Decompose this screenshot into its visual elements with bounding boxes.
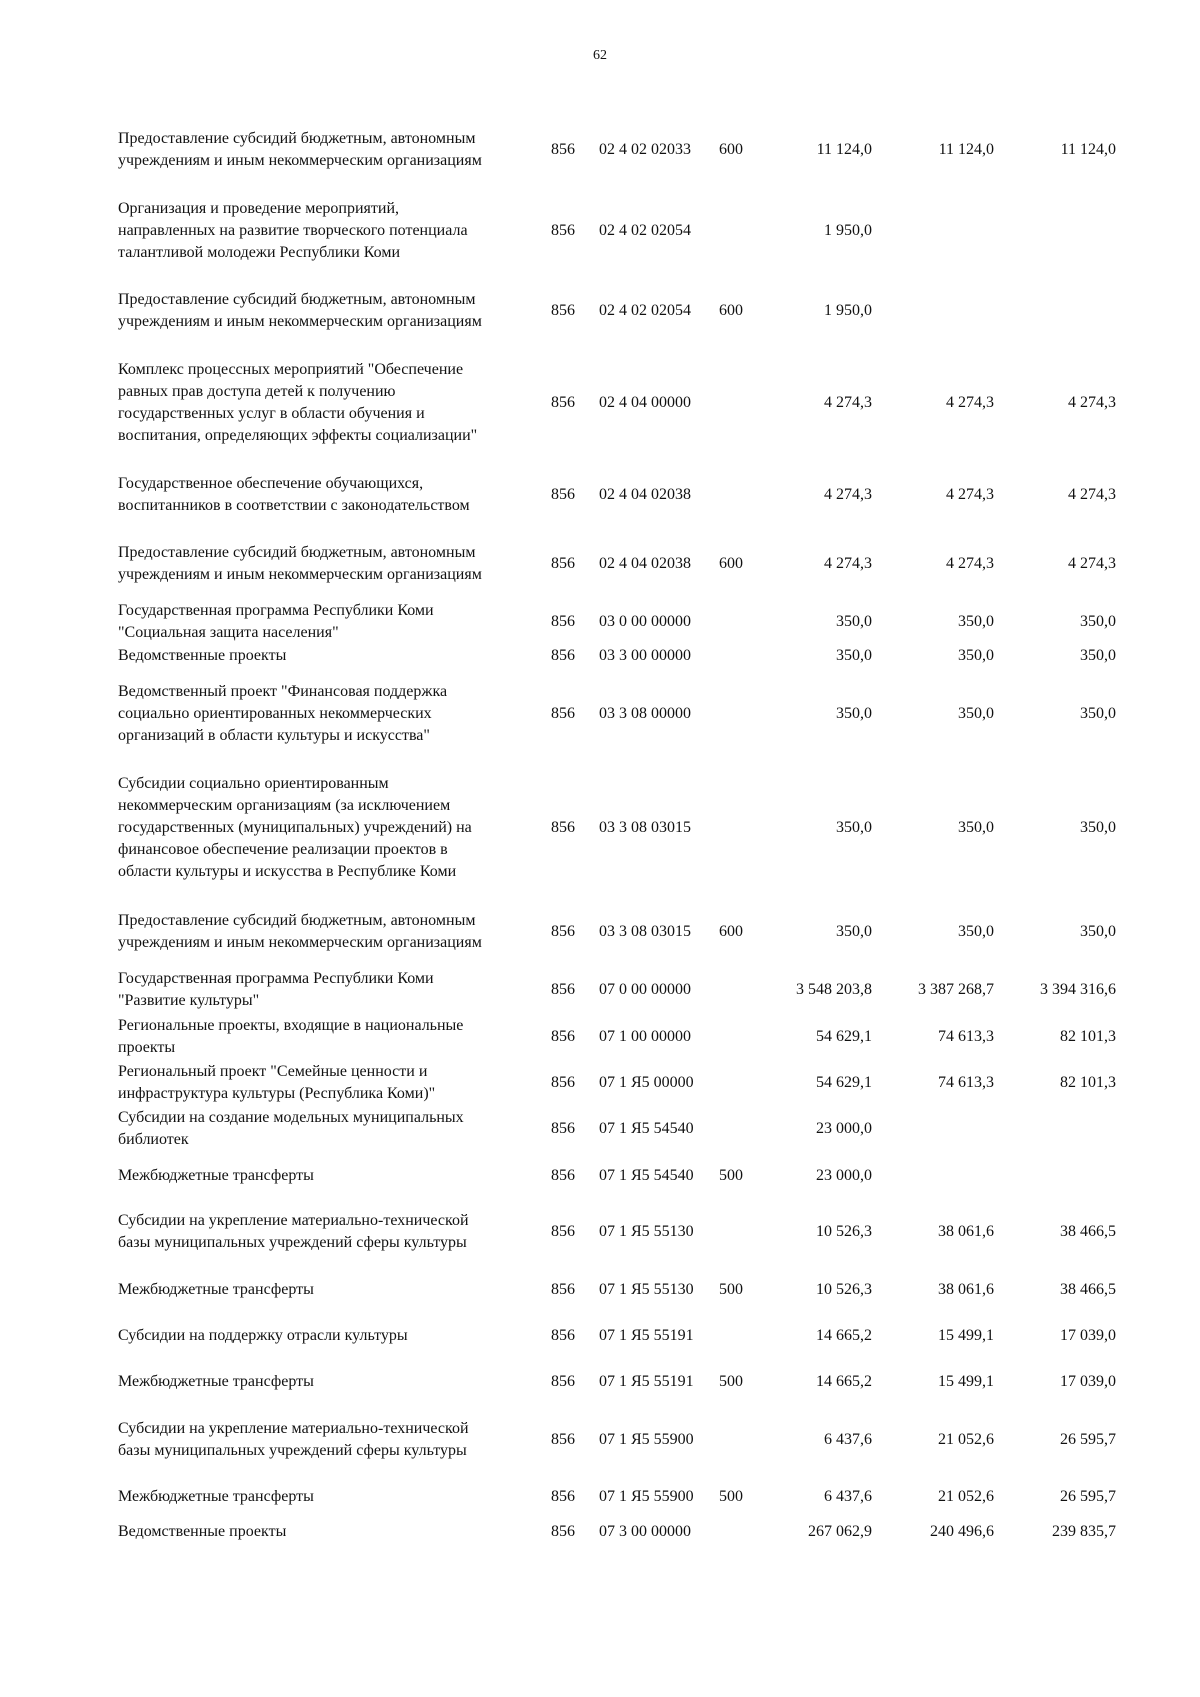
- amount-year-1: 350,0: [836, 613, 872, 630]
- amount-year-1: 54 629,1: [816, 1074, 872, 1091]
- expense-type-code: 600: [719, 141, 743, 158]
- description-line: учреждениям и иным некоммерческим организациям: [118, 313, 482, 330]
- description-line: учреждениям и иным некоммерческим организациям: [118, 566, 482, 583]
- row-description: [118, 1061, 533, 1105]
- target-article-code: 02 4 04 02038: [599, 555, 691, 572]
- table-row: [0, 773, 1200, 883]
- amount-year-2: 15 499,1: [938, 1327, 994, 1344]
- row-description: [118, 600, 533, 644]
- target-article-code: 02 4 04 02038: [599, 486, 691, 503]
- expense-type-code: 600: [719, 302, 743, 319]
- amount-year-3: 38 466,5: [1060, 1223, 1116, 1240]
- description-line: "Развитие культуры": [118, 992, 260, 1009]
- department-code: 856: [551, 1281, 575, 1298]
- description-line: учреждениям и иным некоммерческим организациям: [118, 934, 482, 951]
- description-line: Субсидии на укрепление материально-технической: [118, 1212, 469, 1229]
- amount-year-3: 4 274,3: [1068, 394, 1116, 411]
- target-article-code: 03 3 08 03015: [599, 819, 691, 836]
- description-line: Государственная программа Республики Коми: [118, 970, 434, 987]
- amount-year-2: 15 499,1: [938, 1373, 994, 1390]
- row-description: [118, 1418, 533, 1462]
- expense-type-code: 500: [719, 1373, 743, 1390]
- amount-year-1: 14 665,2: [816, 1373, 872, 1390]
- row-description: [118, 1107, 533, 1151]
- table-row: [0, 1279, 1200, 1301]
- amount-year-3: 17 039,0: [1060, 1327, 1116, 1344]
- description-line: базы муниципальных учреждений сферы культуры: [118, 1442, 467, 1459]
- table-row: [0, 1418, 1200, 1462]
- department-code: 856: [551, 1327, 575, 1344]
- description-line: финансовое обеспечение реализации проектов в: [118, 841, 448, 858]
- description-line: Предоставление субсидий бюджетным, автономным: [118, 544, 476, 561]
- description-line: проекты: [118, 1039, 176, 1056]
- amount-year-3: 11 124,0: [1060, 141, 1116, 158]
- amount-year-1: 350,0: [836, 819, 872, 836]
- row-description: [118, 473, 533, 517]
- amount-year-1: 3 548 203,8: [796, 981, 872, 998]
- table-row: [0, 1486, 1200, 1508]
- description-line: библиотек: [118, 1131, 189, 1148]
- target-article-code: 07 1 00 00000: [599, 1028, 691, 1045]
- amount-year-2: 4 274,3: [946, 394, 994, 411]
- department-code: 856: [551, 222, 575, 239]
- target-article-code: 07 1 Я5 54540: [599, 1167, 694, 1184]
- description-line: Предоставление субсидий бюджетным, автономным: [118, 291, 476, 308]
- target-article-code: 07 1 Я5 55130: [599, 1281, 694, 1298]
- table-row: [0, 1061, 1200, 1105]
- amount-year-1: 4 274,3: [824, 555, 872, 572]
- amount-year-1: 350,0: [836, 705, 872, 722]
- row-description: [118, 1486, 533, 1508]
- department-code: 856: [551, 981, 575, 998]
- target-article-code: 02 4 02 02054: [599, 222, 691, 239]
- target-article-code: 07 1 Я5 54540: [599, 1120, 694, 1137]
- description-line: некоммерческим организациям (за исключением: [118, 797, 451, 814]
- row-description: [118, 198, 533, 264]
- amount-year-1: 23 000,0: [816, 1167, 872, 1184]
- department-code: 856: [551, 1028, 575, 1045]
- target-article-code: 07 0 00 00000: [599, 981, 691, 998]
- table-row: [0, 968, 1200, 1012]
- description-line: Региональные проекты, входящие в национальные: [118, 1017, 464, 1034]
- amount-year-1: 11 124,0: [816, 141, 872, 158]
- amount-year-3: 350,0: [1080, 705, 1116, 722]
- description-line: базы муниципальных учреждений сферы культуры: [118, 1234, 467, 1251]
- amount-year-2: 350,0: [958, 613, 994, 630]
- table-row: [0, 359, 1200, 447]
- table-row: [0, 681, 1200, 747]
- description-line: Государственное обеспечение обучающихся,: [118, 475, 424, 492]
- table-row: [0, 910, 1200, 954]
- department-code: 856: [551, 1488, 575, 1505]
- description-line: области культуры и искусства в Республике Коми: [118, 863, 457, 880]
- table-row: [0, 1107, 1200, 1151]
- amount-year-1: 14 665,2: [816, 1327, 872, 1344]
- table-row: [0, 1325, 1200, 1347]
- target-article-code: 03 0 00 00000: [599, 613, 691, 630]
- description-line: воспитанников в соответствии с законодательством: [118, 497, 470, 514]
- description-line: учреждениям и иным некоммерческим организациям: [118, 152, 482, 169]
- description-line: инфраструктура культуры (Республика Коми)": [118, 1085, 436, 1102]
- description-line: Комплекс процессных мероприятий "Обеспечение: [118, 361, 464, 378]
- description-line: Субсидии социально ориентированным: [118, 775, 389, 792]
- row-description: [118, 968, 533, 1012]
- department-code: 856: [551, 1074, 575, 1091]
- target-article-code: 07 1 Я5 55130: [599, 1223, 694, 1240]
- description-line: Субсидии на укрепление материально-технической: [118, 1420, 469, 1437]
- row-description: [118, 289, 533, 333]
- expense-type-code: 500: [719, 1281, 743, 1298]
- department-code: 856: [551, 1373, 575, 1390]
- row-description: [118, 542, 533, 586]
- department-code: 856: [551, 302, 575, 319]
- amount-year-1: 4 274,3: [824, 394, 872, 411]
- amount-year-3: 38 466,5: [1060, 1281, 1116, 1298]
- row-description: [118, 1015, 533, 1059]
- description-line: Организация и проведение мероприятий,: [118, 200, 400, 217]
- description-line: Предоставление субсидий бюджетным, автономным: [118, 130, 476, 147]
- description-line: Региональный проект "Семейные ценности и: [118, 1063, 428, 1080]
- target-article-code: 02 4 02 02054: [599, 302, 691, 319]
- target-article-code: 07 1 Я5 55191: [599, 1373, 694, 1390]
- row-description: [118, 1210, 533, 1254]
- department-code: 856: [551, 1167, 575, 1184]
- expense-type-code: 600: [719, 555, 743, 572]
- amount-year-1: 267 062,9: [808, 1523, 872, 1540]
- target-article-code: 07 1 Я5 55900: [599, 1488, 694, 1505]
- table-row: [0, 645, 1200, 667]
- table-row: [0, 289, 1200, 333]
- amount-year-3: 350,0: [1080, 613, 1116, 630]
- row-description: [118, 910, 533, 954]
- amount-year-1: 10 526,3: [816, 1281, 872, 1298]
- amount-year-3: 350,0: [1080, 647, 1116, 664]
- amount-year-2: 74 613,3: [938, 1028, 994, 1045]
- amount-year-2: 3 387 268,7: [918, 981, 994, 998]
- amount-year-2: 350,0: [958, 705, 994, 722]
- table-row: [0, 1371, 1200, 1393]
- description-line: Межбюджетные трансферты: [118, 1488, 314, 1505]
- description-line: организаций в области культуры и искусства": [118, 727, 430, 744]
- department-code: 856: [551, 819, 575, 836]
- row-description: [118, 1371, 533, 1393]
- description-line: направленных на развитие творческого потенциала: [118, 222, 468, 239]
- department-code: 856: [551, 1523, 575, 1540]
- amount-year-3: 4 274,3: [1068, 486, 1116, 503]
- description-line: Ведомственный проект "Финансовая поддержка: [118, 683, 448, 700]
- amount-year-2: 350,0: [958, 819, 994, 836]
- row-description: [118, 681, 533, 747]
- department-code: 856: [551, 1431, 575, 1448]
- description-line: Ведомственные проекты: [118, 647, 287, 664]
- amount-year-1: 6 437,6: [824, 1431, 872, 1448]
- description-line: "Социальная защита населения": [118, 624, 339, 641]
- amount-year-2: 38 061,6: [938, 1281, 994, 1298]
- expense-type-code: 600: [719, 923, 743, 940]
- target-article-code: 07 1 Я5 00000: [599, 1074, 694, 1091]
- description-line: Межбюджетные трансферты: [118, 1373, 314, 1390]
- table-row: [0, 128, 1200, 172]
- expense-type-code: 500: [719, 1488, 743, 1505]
- department-code: 856: [551, 1120, 575, 1137]
- table-row: [0, 542, 1200, 586]
- description-line: Субсидии на поддержку отрасли культуры: [118, 1327, 408, 1344]
- amount-year-2: 38 061,6: [938, 1223, 994, 1240]
- amount-year-2: 4 274,3: [946, 555, 994, 572]
- department-code: 856: [551, 486, 575, 503]
- description-line: Предоставление субсидий бюджетным, автономным: [118, 912, 476, 929]
- amount-year-3: 3 394 316,6: [1040, 981, 1116, 998]
- amount-year-3: 17 039,0: [1060, 1373, 1116, 1390]
- description-line: государственных услуг в области обучения и: [118, 405, 425, 422]
- target-article-code: 02 4 04 00000: [599, 394, 691, 411]
- table-row: [0, 600, 1200, 644]
- row-description: [118, 1325, 533, 1347]
- amount-year-3: 239 835,7: [1052, 1523, 1116, 1540]
- target-article-code: 03 3 08 03015: [599, 923, 691, 940]
- table-row: [0, 1165, 1200, 1187]
- department-code: 856: [551, 1223, 575, 1240]
- amount-year-2: 350,0: [958, 923, 994, 940]
- department-code: 856: [551, 923, 575, 940]
- amount-year-3: 4 274,3: [1068, 555, 1116, 572]
- amount-year-2: 240 496,6: [930, 1523, 994, 1540]
- department-code: 856: [551, 141, 575, 158]
- amount-year-2: 74 613,3: [938, 1074, 994, 1091]
- amount-year-1: 10 526,3: [816, 1223, 872, 1240]
- row-description: [118, 1521, 533, 1543]
- description-line: Ведомственные проекты: [118, 1523, 287, 1540]
- amount-year-1: 1 950,0: [824, 302, 872, 319]
- row-description: [118, 128, 533, 172]
- target-article-code: 02 4 02 02033: [599, 141, 691, 158]
- description-line: воспитания, определяющих эффекты социализации": [118, 427, 478, 444]
- target-article-code: 07 1 Я5 55191: [599, 1327, 694, 1344]
- amount-year-1: 23 000,0: [816, 1120, 872, 1137]
- amount-year-1: 350,0: [836, 923, 872, 940]
- row-description: [118, 773, 533, 883]
- department-code: 856: [551, 394, 575, 411]
- target-article-code: 03 3 00 00000: [599, 647, 691, 664]
- row-description: [118, 1279, 533, 1301]
- table-row: [0, 473, 1200, 517]
- page-number: 62: [593, 48, 607, 63]
- amount-year-1: 6 437,6: [824, 1488, 872, 1505]
- description-line: равных прав доступа детей к получению: [118, 383, 396, 400]
- description-line: Межбюджетные трансферты: [118, 1167, 314, 1184]
- department-code: 856: [551, 613, 575, 630]
- amount-year-2: 21 052,6: [938, 1488, 994, 1505]
- amount-year-1: 1 950,0: [824, 222, 872, 239]
- department-code: 856: [551, 647, 575, 664]
- target-article-code: 07 1 Я5 55900: [599, 1431, 694, 1448]
- description-line: социально ориентированных некоммерческих: [118, 705, 432, 722]
- table-row: [0, 198, 1200, 264]
- target-article-code: 07 3 00 00000: [599, 1523, 691, 1540]
- amount-year-3: 82 101,3: [1060, 1074, 1116, 1091]
- description-line: Межбюджетные трансферты: [118, 1281, 314, 1298]
- amount-year-2: 11 124,0: [938, 141, 994, 158]
- amount-year-3: 26 595,7: [1060, 1431, 1116, 1448]
- amount-year-3: 26 595,7: [1060, 1488, 1116, 1505]
- amount-year-2: 21 052,6: [938, 1431, 994, 1448]
- amount-year-2: 350,0: [958, 647, 994, 664]
- description-line: Государственная программа Республики Коми: [118, 602, 434, 619]
- description-line: талантливой молодежи Республики Коми: [118, 244, 401, 261]
- department-code: 856: [551, 705, 575, 722]
- amount-year-1: 54 629,1: [816, 1028, 872, 1045]
- expense-type-code: 500: [719, 1167, 743, 1184]
- row-description: [118, 645, 533, 667]
- amount-year-3: 350,0: [1080, 819, 1116, 836]
- row-description: [118, 1165, 533, 1187]
- amount-year-1: 4 274,3: [824, 486, 872, 503]
- description-line: Субсидии на создание модельных муниципальных: [118, 1109, 464, 1126]
- row-description: [118, 359, 533, 447]
- table-row: [0, 1015, 1200, 1059]
- table-row: [0, 1210, 1200, 1254]
- amount-year-3: 82 101,3: [1060, 1028, 1116, 1045]
- target-article-code: 03 3 08 00000: [599, 705, 691, 722]
- table-row: [0, 1521, 1200, 1543]
- department-code: 856: [551, 555, 575, 572]
- amount-year-2: 4 274,3: [946, 486, 994, 503]
- amount-year-3: 350,0: [1080, 923, 1116, 940]
- amount-year-1: 350,0: [836, 647, 872, 664]
- description-line: государственных (муниципальных) учреждений) на: [118, 819, 472, 836]
